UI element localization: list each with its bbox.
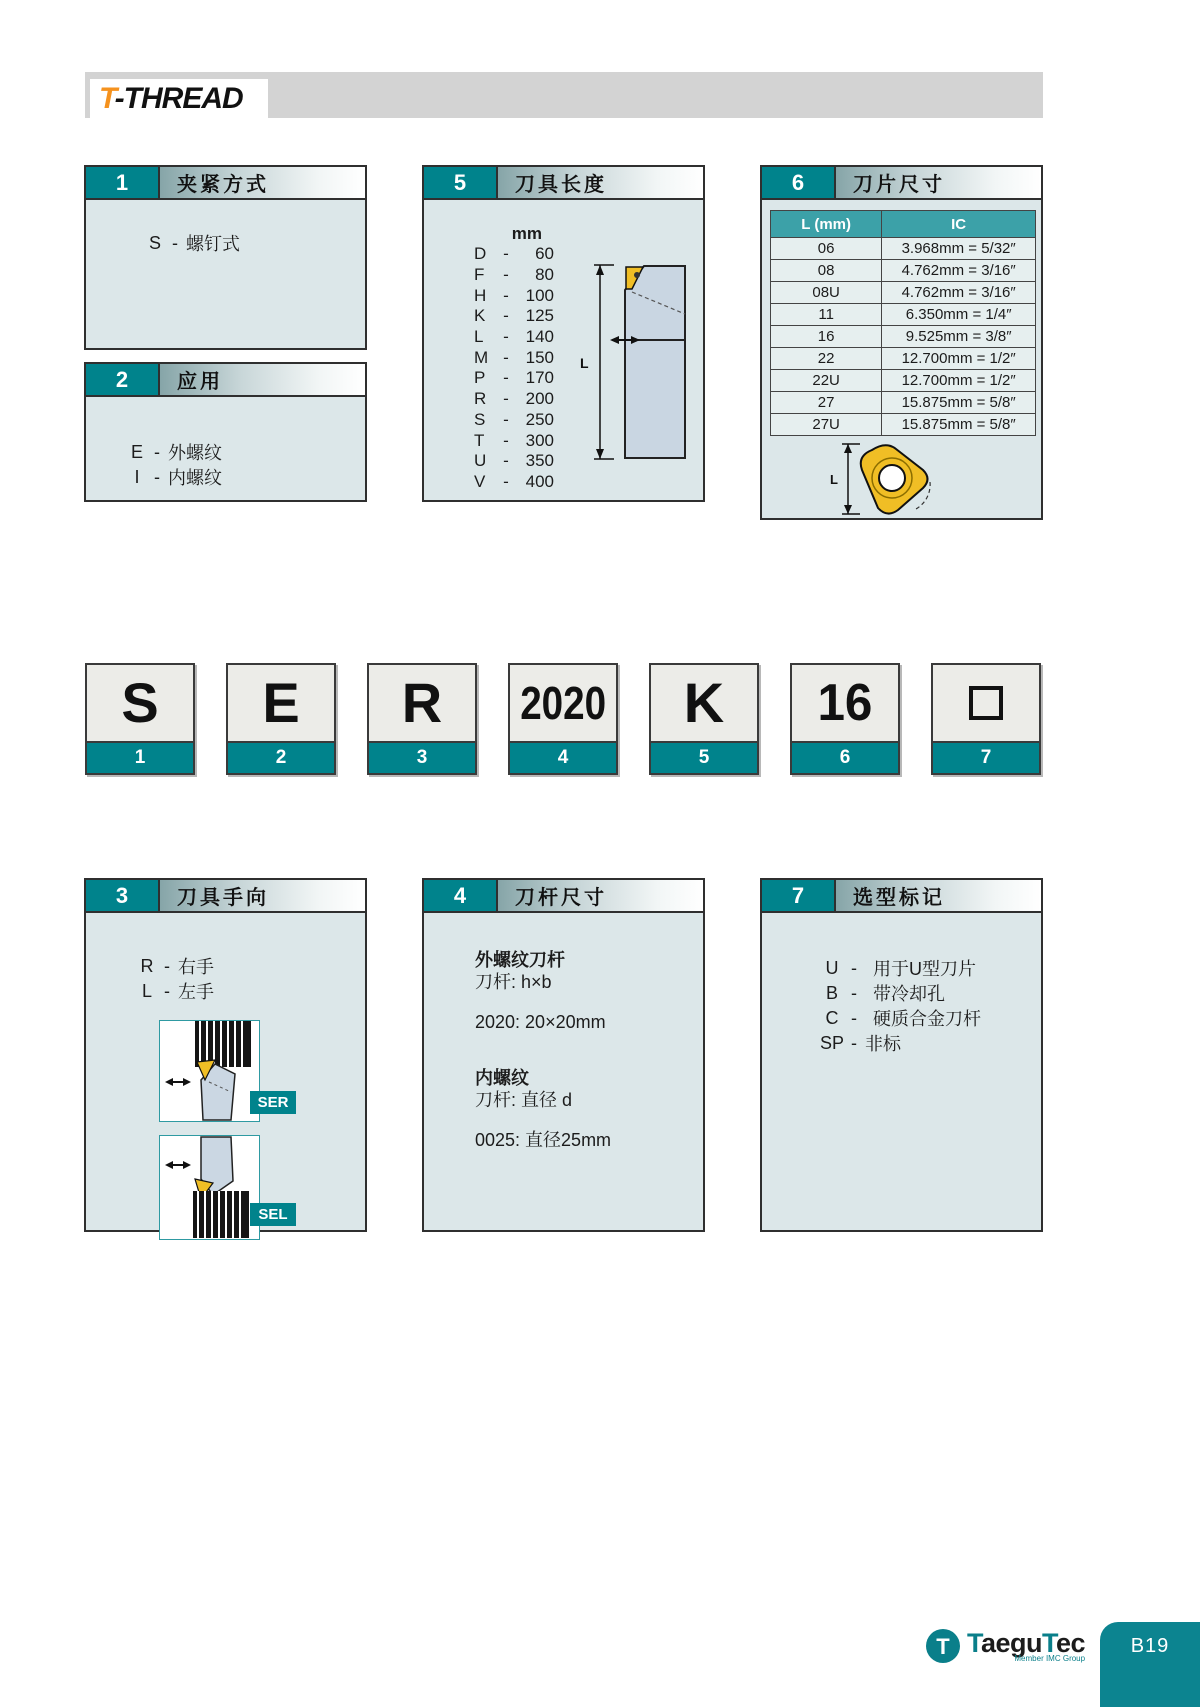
length-row: [474, 430, 554, 451]
option-dash: -: [172, 232, 178, 253]
sel-label: SEL: [250, 1203, 296, 1226]
option-dash: -: [851, 957, 857, 978]
clamping-options: [142, 230, 240, 255]
panel-tool-length-header: [424, 167, 703, 200]
panel-insert-size-header: [762, 167, 1041, 200]
cell-ic: 3.968mm = 5/32″: [882, 238, 1036, 260]
empty-square-icon: [969, 686, 1003, 720]
code-box-4: [508, 663, 618, 743]
length-value: 140: [525, 327, 554, 347]
option-label: 带冷却孔: [873, 984, 945, 1004]
length-dash: -: [503, 327, 509, 347]
table-row: [771, 260, 1036, 282]
cell-l: 27U: [771, 414, 882, 436]
length-list: [474, 244, 554, 492]
length-row: [474, 327, 554, 348]
col-header-l: L (mm): [771, 211, 882, 238]
panel-designation-body: [762, 913, 1041, 1228]
toolholder-length-diagram: [574, 262, 689, 462]
code-char: K: [683, 671, 725, 734]
cell-l: 08: [771, 260, 882, 282]
panel-title: 刀具手向: [160, 880, 365, 911]
option-code: B: [825, 982, 838, 1003]
option-dash: -: [851, 982, 857, 1003]
panel-shank-size: [422, 878, 705, 1232]
length-dash: -: [503, 265, 509, 285]
code-box-5: [649, 663, 759, 743]
length-dash: -: [503, 306, 509, 326]
panel-tool-length-body: [424, 200, 703, 498]
code-position-4: 4: [508, 743, 618, 775]
panel-title: 刀具长度: [498, 167, 703, 198]
brand-wordmark: [961, 1628, 1085, 1663]
brand-t: T: [1042, 1628, 1057, 1658]
external-thread-sub: 刀杆: h×b: [475, 972, 552, 992]
insert-dim-label: L: [830, 472, 838, 487]
code-box-2: [226, 663, 336, 743]
option-row: [134, 978, 214, 1003]
brand-circle-icon: [925, 1628, 961, 1664]
option-dash: -: [851, 1007, 857, 1028]
panel-clamping-header: [86, 167, 365, 200]
ser-label: SER: [250, 1091, 296, 1114]
length-code: F: [474, 265, 485, 285]
option-code: R: [140, 955, 154, 976]
external-thread-example: 2020: 20×20mm: [475, 1012, 606, 1032]
option-code: L: [141, 980, 152, 1001]
panel-tool-hand-body: [86, 913, 365, 1228]
length-code: S: [474, 409, 486, 429]
cell-ic: 15.875mm = 5/8″: [882, 392, 1036, 414]
insert-ic-diagram: [826, 440, 956, 518]
internal-thread-title: 内螺纹: [475, 1068, 529, 1088]
panel-designation: [760, 878, 1043, 1232]
panel-title: 刀片尺寸: [836, 167, 1041, 198]
hand-options: [134, 953, 214, 1003]
brand-t: T: [967, 1628, 981, 1658]
panel-insert-size-body: [762, 200, 1041, 516]
length-dash: -: [503, 285, 509, 305]
internal-thread-example: 0025: 直径25mm: [475, 1130, 612, 1150]
cell-ic: 6.350mm = 1/4″: [882, 304, 1036, 326]
option-code: S: [148, 232, 161, 253]
col-header-ic: IC: [882, 211, 1036, 238]
code-position-3: 3: [367, 743, 477, 775]
t-thread-logo-text: [99, 82, 243, 116]
length-value: 400: [525, 471, 554, 491]
table-row: [771, 370, 1036, 392]
length-code: M: [474, 347, 489, 367]
length-code: D: [474, 244, 487, 264]
cell-l: 08U: [771, 282, 882, 304]
panel-tool-hand: [84, 878, 367, 1232]
option-label: 硬质合金刀杆: [873, 1009, 981, 1029]
code-position-5: 5: [649, 743, 759, 775]
length-row: [474, 244, 554, 265]
code-char: S: [121, 671, 159, 734]
code-box-3: [367, 663, 477, 743]
brand-part: aegu: [981, 1628, 1043, 1658]
option-dash: -: [164, 955, 170, 976]
panel-title: 夹紧方式: [160, 167, 365, 198]
length-code: L: [474, 327, 484, 347]
panel-insert-size: [760, 165, 1043, 520]
page-number-badge: B19: [1100, 1622, 1200, 1707]
tool-shank: [625, 340, 685, 458]
length-value: 350: [525, 451, 554, 471]
length-code: U: [474, 451, 487, 471]
code-position-1: 1: [85, 743, 195, 775]
panel-shank-size-header: [424, 880, 703, 913]
length-row: [474, 285, 554, 306]
option-row: [817, 1005, 981, 1030]
panel-tool-hand-header: [86, 880, 365, 913]
option-dash: -: [154, 441, 160, 462]
option-label: 用于U型刀片: [873, 959, 976, 979]
cell-l: 22: [771, 348, 882, 370]
length-dash: -: [503, 244, 509, 264]
table-row: [771, 392, 1036, 414]
logo-rest: -THREAD: [114, 81, 243, 115]
length-dash: -: [503, 471, 509, 491]
internal-thread-sub: 刀杆: 直径 d: [475, 1090, 573, 1110]
external-thread-title: 外螺纹刀杆: [475, 950, 565, 970]
table-row: [771, 414, 1036, 436]
option-dash: -: [851, 1032, 857, 1053]
code-char: 2020: [520, 677, 606, 729]
option-row: [124, 439, 222, 464]
code-char: 16: [817, 674, 873, 732]
panel-title: 选型标记: [836, 880, 1041, 911]
panel-number: 3: [86, 880, 160, 911]
table-header-row: [771, 211, 1036, 238]
cell-l: 06: [771, 238, 882, 260]
code-position-6: 6: [790, 743, 900, 775]
length-row: [474, 265, 554, 286]
code-char: R: [401, 671, 443, 734]
code-position-2: 2: [226, 743, 336, 775]
length-dash: -: [503, 389, 509, 409]
length-code: K: [474, 306, 486, 326]
option-row: [817, 980, 981, 1005]
length-value: 60: [535, 244, 554, 264]
table-row: [771, 304, 1036, 326]
length-dash: -: [503, 409, 509, 429]
length-dash: -: [503, 451, 509, 471]
length-value: 80: [535, 265, 554, 285]
table-row: [771, 326, 1036, 348]
cell-ic: 12.700mm = 1/2″: [882, 348, 1036, 370]
panel-clamping: [84, 165, 367, 350]
option-code: E: [130, 441, 143, 462]
length-dash: -: [503, 430, 509, 450]
code-box-1: [85, 663, 195, 743]
panel-number: 5: [424, 167, 498, 198]
designation-options: [817, 955, 981, 1055]
panel-tool-length: [422, 165, 705, 502]
code-box-6: [790, 663, 900, 743]
option-row: [817, 955, 981, 980]
option-label: 非标: [865, 1034, 901, 1054]
length-value: 250: [525, 409, 554, 429]
cell-ic: 12.700mm = 1/2″: [882, 370, 1036, 392]
length-value: 100: [525, 285, 554, 305]
length-value: 125: [525, 306, 554, 326]
length-row: [474, 410, 554, 431]
sel-left-hand-diagram: [159, 1135, 260, 1240]
length-code: P: [474, 368, 486, 388]
table-row: [771, 238, 1036, 260]
option-row: [817, 1030, 981, 1055]
length-value: 150: [525, 347, 554, 367]
length-code: H: [474, 285, 487, 305]
panel-application: [84, 362, 367, 502]
panel-number: 7: [762, 880, 836, 911]
logo-first-letter: T: [99, 81, 115, 115]
option-row: [124, 464, 222, 489]
code-position-7: 7: [931, 743, 1041, 775]
length-dim-label: L: [580, 355, 589, 371]
length-dash: -: [503, 368, 509, 388]
panel-title: 应用: [160, 364, 365, 395]
length-row: [474, 306, 554, 327]
cell-l: 11: [771, 304, 882, 326]
length-row: [474, 389, 554, 410]
panel-number: 6: [762, 167, 836, 198]
panel-number: 4: [424, 880, 498, 911]
brand-part: ec: [1056, 1628, 1086, 1658]
length-value: 300: [525, 430, 554, 450]
option-row: [134, 953, 214, 978]
option-code: SP: [819, 1032, 844, 1053]
length-row: [474, 472, 554, 493]
length-code: T: [474, 430, 485, 450]
length-dash: -: [503, 347, 509, 367]
length-row: [474, 451, 554, 472]
panel-clamping-body: [86, 200, 365, 346]
cell-l: 16: [771, 326, 882, 348]
cell-ic: 4.762mm = 3/16″: [882, 260, 1036, 282]
length-code: V: [474, 471, 486, 491]
length-row: [474, 347, 554, 368]
cell-ic: 15.875mm = 5/8″: [882, 414, 1036, 436]
table-row: [771, 282, 1036, 304]
unit-label: mm: [511, 224, 542, 243]
length-row: [474, 368, 554, 389]
option-dash: -: [164, 980, 170, 1001]
panel-application-body: [86, 397, 365, 498]
option-code: I: [134, 466, 140, 487]
application-options: [124, 439, 222, 489]
cell-ic: 9.525mm = 3/8″: [882, 326, 1036, 348]
svg-text:T: T: [936, 1634, 950, 1659]
code-char: E: [262, 671, 300, 734]
brand-logo: [925, 1628, 1085, 1664]
insert-size-table: [770, 210, 1036, 436]
option-code: C: [825, 1007, 839, 1028]
insert-hole: [879, 465, 905, 491]
panel-number: 2: [86, 364, 160, 395]
option-label: 螺钉式: [186, 234, 240, 254]
cell-l: 22U: [771, 370, 882, 392]
cell-l: 27: [771, 392, 882, 414]
length-code: R: [474, 389, 487, 409]
brand-subtitle: Member IMC Group: [1014, 1654, 1086, 1663]
option-label: 左手: [178, 982, 214, 1002]
panel-number: 1: [86, 167, 160, 198]
length-value: 170: [525, 368, 554, 388]
t-thread-logo: [90, 79, 268, 118]
table-row: [771, 348, 1036, 370]
option-label: 内螺纹: [168, 468, 222, 488]
ser-right-hand-diagram: [159, 1020, 260, 1122]
code-box-7: [931, 663, 1041, 743]
length-value: 200: [525, 389, 554, 409]
panel-shank-size-body: [424, 913, 703, 1228]
option-code: U: [825, 957, 839, 978]
panel-application-header: [86, 364, 365, 397]
option-label: 外螺纹: [168, 443, 222, 463]
panel-designation-header: [762, 880, 1041, 913]
option-dash: -: [154, 466, 160, 487]
shank-size-text: [475, 949, 611, 1151]
option-row: [142, 230, 240, 255]
option-label: 右手: [178, 957, 214, 977]
panel-title: 刀杆尺寸: [498, 880, 703, 911]
cell-ic: 4.762mm = 3/16″: [882, 282, 1036, 304]
